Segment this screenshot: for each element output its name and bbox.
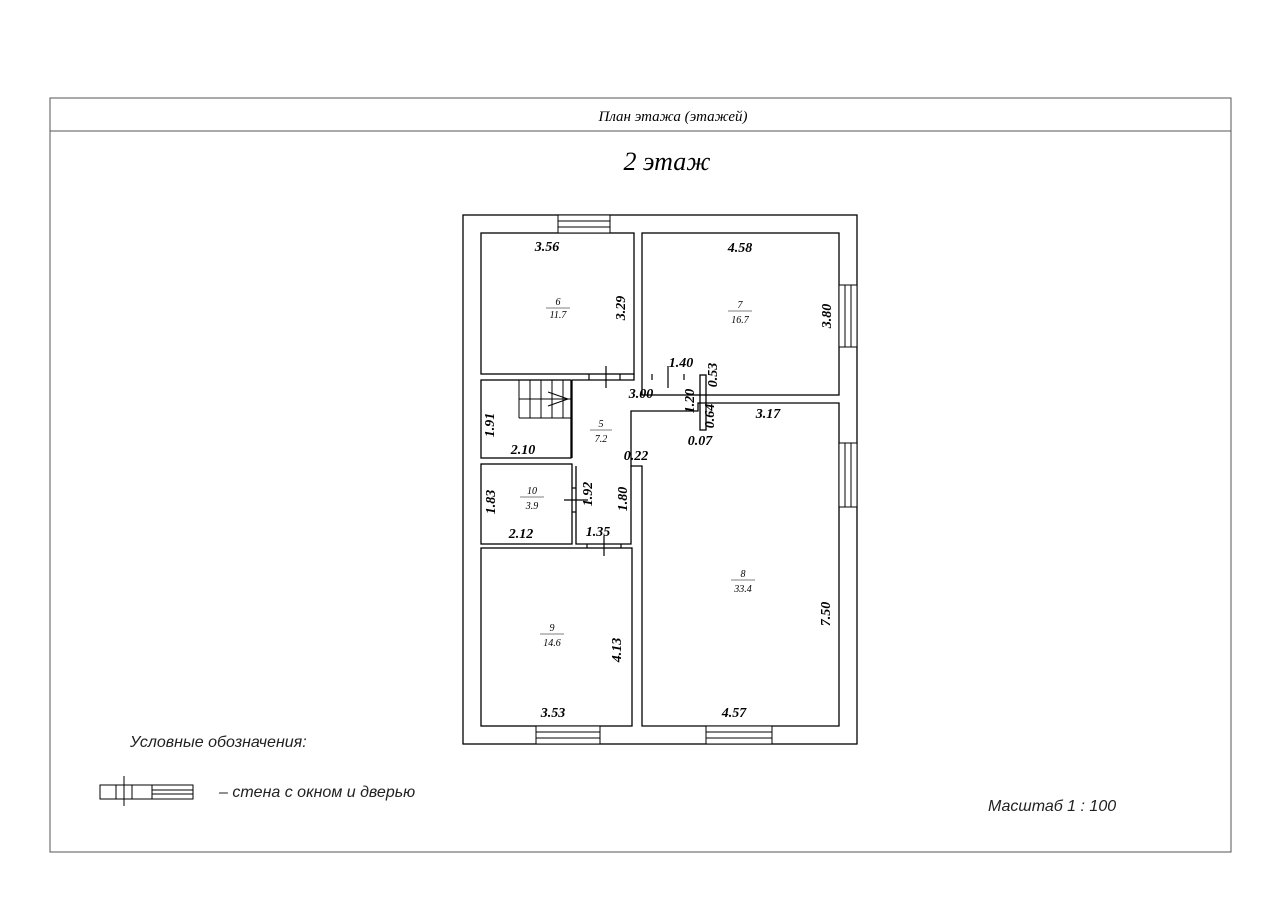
header-title: План этажа (этажей) <box>598 109 748 125</box>
dim-007: 0.07 <box>687 434 713 449</box>
room-9-label <box>540 623 564 649</box>
dim-317: 3.17 <box>755 407 781 422</box>
dim-135: 1.35 <box>585 525 611 540</box>
window-bottom-left <box>536 726 600 744</box>
room-8-label <box>731 569 755 595</box>
legend-heading: Условные обозначения: <box>130 734 307 751</box>
room-8-outline <box>631 403 839 726</box>
dim-r8-height: 7.50 <box>819 601 834 627</box>
window-bottom-right <box>706 726 772 744</box>
dim-212: 2.12 <box>508 527 534 542</box>
dim-192: 1.92 <box>581 481 596 507</box>
legend-wall-symbol <box>100 776 193 806</box>
room-7-label <box>728 300 752 326</box>
dim-r9-height: 4.13 <box>610 637 625 663</box>
dim-r8-width: 4.57 <box>721 706 747 721</box>
legend <box>100 734 415 806</box>
room-area: 7.2 <box>594 434 608 445</box>
room-10-label <box>520 486 544 512</box>
floor-plan <box>463 215 857 744</box>
room-number: 7 <box>737 300 743 311</box>
dim-r6-width: 3.56 <box>534 240 560 255</box>
room-area: 16.7 <box>731 315 749 326</box>
room-number: 6 <box>555 297 561 308</box>
room-labels <box>520 297 755 649</box>
room-5-label <box>590 419 612 445</box>
room-number: 8 <box>740 569 746 580</box>
dim-300: 3.00 <box>628 387 654 402</box>
dimension-labels <box>483 240 835 721</box>
dim-140: 1.40 <box>668 356 694 371</box>
windows <box>536 215 857 744</box>
dim-022: 0.22 <box>623 449 649 464</box>
room-area: 3.9 <box>525 501 539 512</box>
room-number: 5 <box>598 419 604 430</box>
dim-183: 1.83 <box>484 489 499 515</box>
dim-064: 0.64 <box>703 403 718 429</box>
dim-120: 1.20 <box>683 388 698 414</box>
dim-r7-height: 3.80 <box>820 303 835 329</box>
room-number: 10 <box>527 486 537 497</box>
dim-r6-height: 3.29 <box>614 295 629 321</box>
dim-210: 2.10 <box>510 443 536 458</box>
floor-title: 2 этаж <box>623 147 711 176</box>
dim-r7-width: 4.58 <box>727 241 753 256</box>
legend-item-text: – стена с окном и дверью <box>219 784 416 801</box>
room-number: 9 <box>549 623 555 634</box>
room-area: 11.7 <box>549 310 567 321</box>
room-area: 14.6 <box>543 638 561 649</box>
dim-191: 1.91 <box>483 412 498 438</box>
dim-053: 0.53 <box>706 362 721 388</box>
room-9-outline <box>481 548 632 726</box>
window-right-lower <box>839 443 857 507</box>
room-area: 33.4 <box>734 584 752 595</box>
room-6-label <box>546 297 570 321</box>
stairs <box>519 380 571 418</box>
dim-r9-width: 3.53 <box>540 706 566 721</box>
window-top <box>558 215 610 233</box>
dim-180: 1.80 <box>616 486 631 512</box>
scale-label: Масштаб 1 : 100 <box>988 798 1117 815</box>
outer-wall <box>463 215 857 744</box>
window-right-upper <box>839 285 857 347</box>
